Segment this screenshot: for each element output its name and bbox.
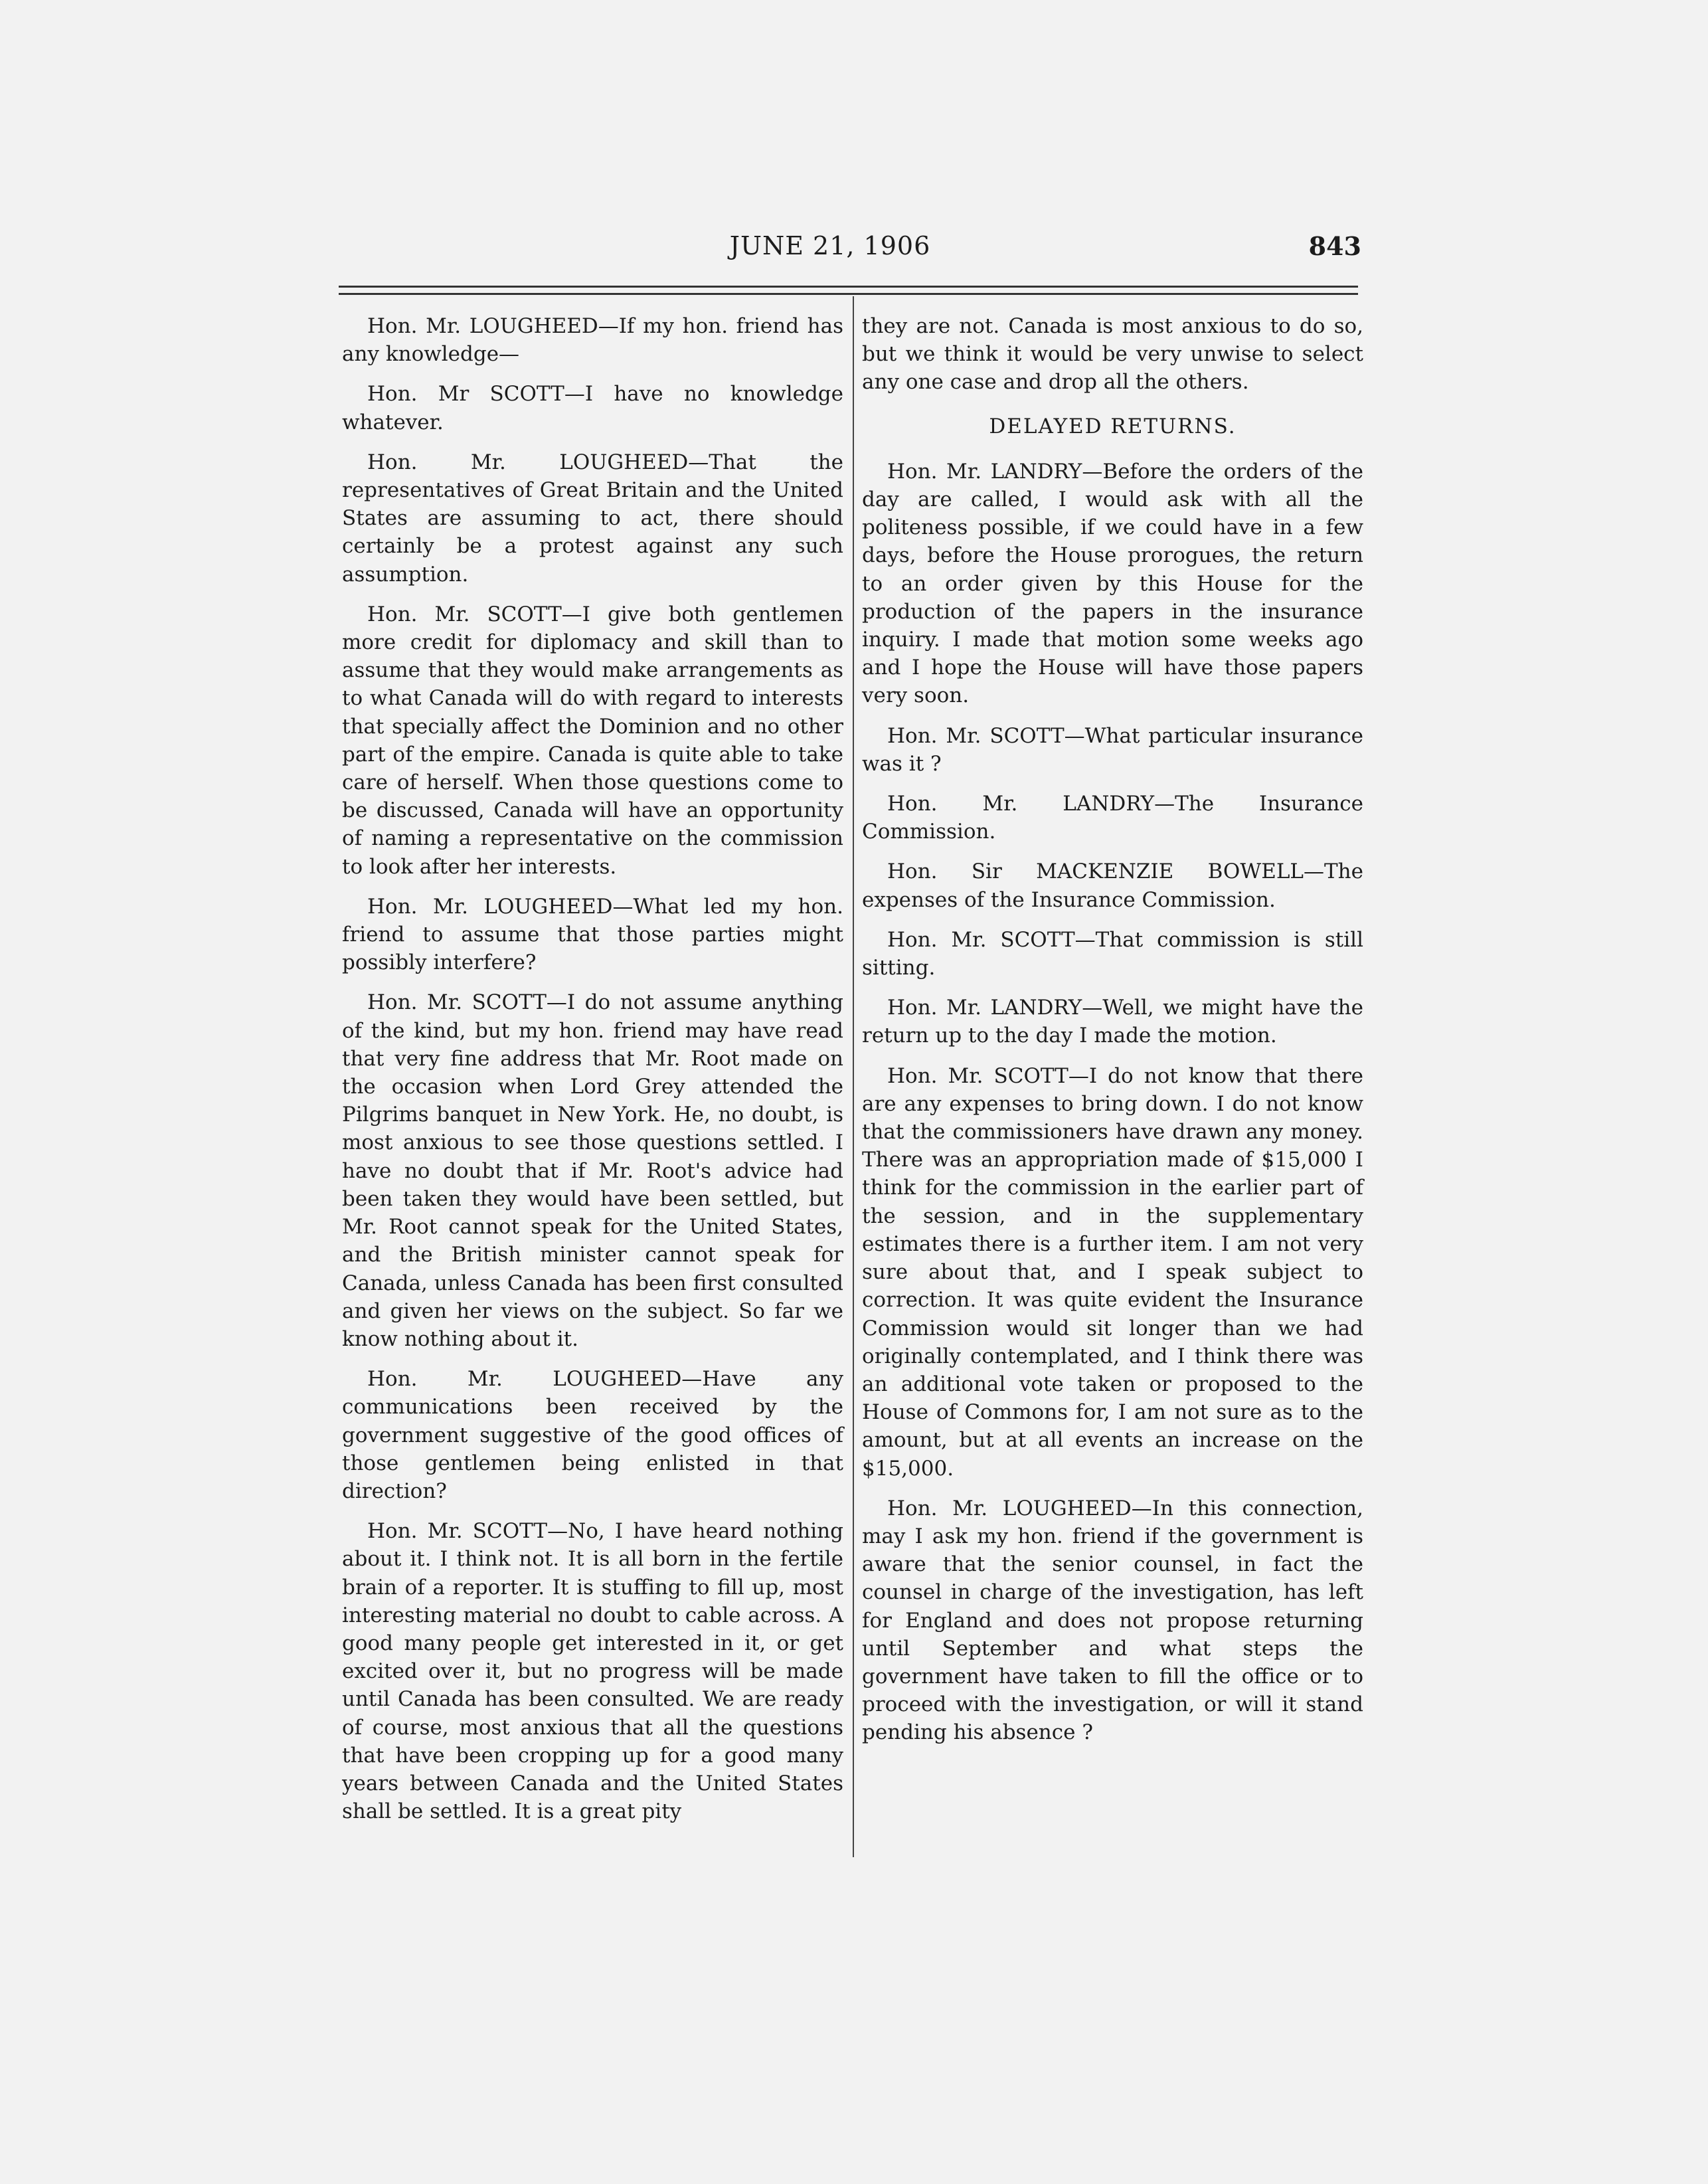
paragraph: Hon. Mr. LOUGHEED—If my hon. friend has any knowledge— <box>342 314 843 367</box>
paragraph: Hon. Mr. SCOTT—I give both gentlemen more credit for diplomacy and skill than to assume that they would make arrangements as to what Canada will do with regard to interests that specially affect the Dominion and no other part of the empire. Canada is quite able to take care of herself. When those questions come to be discussed, Canada will have an opportunity of naming a representative on the commission to look after her interests. <box>342 602 843 879</box>
paragraph: Hon. Mr. SCOTT—I do not know that there are any expenses to bring down. I do not know that the commissioners have drawn any money. There was an appropriation made of $15,000 I think for the commission in the earlier part of the session, and in the supplementary estimates there is a further item. I am not very sure about that, and I speak subject to correction. It was quite evident the Insurance Commission would sit longer than we had originally contemplated, and I think there was an additional vote taken or proposed to the House of Commons for, I am not sure as to the amount, but at all events an increase on the $15,000. <box>862 1063 1363 1481</box>
column-divider <box>853 296 854 1857</box>
paragraph: Hon. Mr. LOUGHEED—In this connection, may I ask my hon. friend if the government is aware that the senior counsel, in fact the counsel in charge of the investigation, has left for England and does not propose returning until September and what steps the government have taken to fill the office or to proceed with the investigation, or will it stand pending his absence ? <box>862 1496 1363 1745</box>
right-column <box>862 312 1363 1759</box>
left-column <box>342 312 843 1837</box>
paragraph: Hon. Mr. LOUGHEED—Have any communications been received by the government suggestive of the good offices of those gentlemen being enlisted in that direction? <box>342 1367 843 1503</box>
paragraph: Hon. Mr. LANDRY—Well, we might have the return up to the day I made the motion. <box>862 996 1363 1048</box>
paragraph: Hon. Mr. SCOTT—I do not assume anything of the kind, but my hon. friend may have read that very fine address that Mr. Root made on the occasion when Lord Grey attended the Pilgrims banquet in New York. He, no doubt, is most anxious to see those questions settled. I have no doubt that if Mr. Root's advice had been taken they would have been settled, but Mr. Root cannot speak for the United States, and the British minister cannot speak for Canada, unless Canada has been first consulted and given her views on the subject. So far we know nothing about it. <box>342 990 843 1351</box>
paragraph: Hon. Mr SCOTT—I have no knowledge whatever. <box>342 382 843 434</box>
paragraph: Hon. Mr. LOUGHEED—That the representatives of Great Britain and the United States are assuming to act, there should certainly be a protest against any such assumption. <box>342 450 843 587</box>
paragraph: Hon. Mr. LANDRY—Before the orders of the day are called, I would ask with all the politeness possible, if we could have in a few days, before the House prorogues, the return to an order given by this House for the production of the papers in the insurance inquiry. I made that motion some weeks ago and I hope the House will have those papers very soon. <box>862 459 1363 708</box>
paragraph: Hon. Mr. SCOTT—That commission is still sitting. <box>862 927 1363 980</box>
paragraph: Hon. Mr. SCOTT—What particular insurance was it ? <box>862 723 1363 776</box>
paragraph: Hon. Mr. SCOTT—No, I have heard nothing about it. I think not. It is all born in the fertile brain of a reporter. It is stuffing to fill up, most interesting material no doubt to cable across. A good many people get interested in it, or get excited over it, but no progress will be made until Canada has been consulted. We are ready of course, most anxious that all the questions that have been cropping up for a good many years between Canada and the United States shall be settled. It is a great pity <box>342 1519 843 1824</box>
paragraph: Hon. Mr. LANDRY—The Insurance Commission. <box>862 792 1363 844</box>
continued-paragraph: they are not. Canada is most anxious to do so, but we think it would be very unwise to select any one case and drop all the others. <box>862 314 1363 395</box>
paragraph: Hon. Mr. LOUGHEED—What led my hon. friend to assume that those parties might possibly interfere? <box>342 894 843 975</box>
section-heading: DELAYED RETURNS. <box>989 414 1237 438</box>
paragraph: Hon. Sir MACKENZIE BOWELL—The expenses of the Insurance Commission. <box>862 860 1363 912</box>
header-rule-bottom <box>339 293 1358 295</box>
page-number: 843 <box>1308 231 1361 261</box>
header-rule-top <box>339 286 1358 288</box>
page-date: JUNE 21, 1906 <box>729 231 931 260</box>
